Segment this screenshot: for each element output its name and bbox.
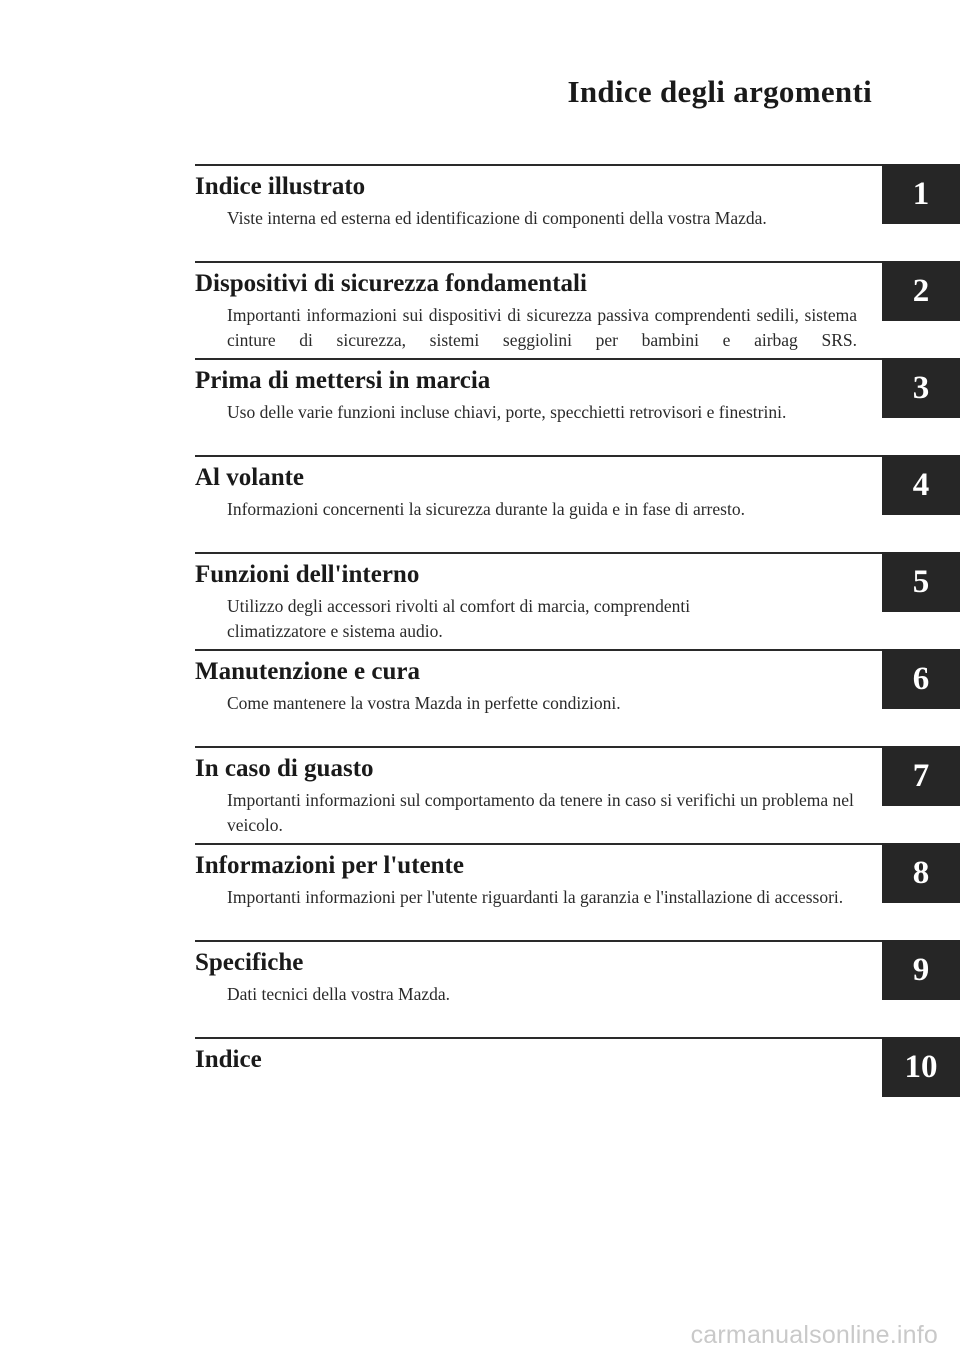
section-heading[interactable]: In caso di guasto <box>195 755 374 782</box>
section-divider <box>195 843 960 845</box>
chapter-tab-10[interactable]: 10 <box>882 1037 960 1097</box>
section-heading[interactable]: Manutenzione e cura <box>195 658 420 685</box>
chapter-tab-3[interactable]: 3 <box>882 358 960 418</box>
watermark: carmanualsonline.info <box>690 1321 938 1349</box>
section-divider <box>195 552 960 554</box>
toc-section-4[interactable] <box>195 455 960 543</box>
toc-section-2[interactable] <box>195 261 960 349</box>
section-heading[interactable]: Indice <box>195 1046 262 1073</box>
section-divider <box>195 746 960 748</box>
section-heading[interactable]: Al volante <box>195 464 305 491</box>
chapter-tab-1[interactable]: 1 <box>882 164 960 224</box>
chapter-tab-2[interactable]: 2 <box>882 261 960 321</box>
page-title: Indice degli argomenti <box>567 74 872 109</box>
toc-section-5[interactable] <box>195 552 960 640</box>
chapter-tab-8[interactable]: 8 <box>882 843 960 903</box>
toc-section-6[interactable] <box>195 649 960 737</box>
section-description: Importanti informazioni sul comportamento da tenere in caso si verifichi un problema nel veicolo. <box>227 790 854 835</box>
chapter-tab-6[interactable]: 6 <box>882 649 960 709</box>
section-heading[interactable]: Informazioni per l'utente <box>195 852 464 879</box>
toc-section-8[interactable] <box>195 843 960 931</box>
section-description: Importanti informazioni per l'utente riguardanti la garanzia e l'installazione di accessori. <box>227 887 844 907</box>
section-heading[interactable]: Funzioni dell'interno <box>195 561 420 588</box>
section-divider <box>195 358 960 360</box>
toc-section-10[interactable] <box>195 1037 960 1125</box>
section-heading[interactable]: Dispositivi di sicurezza fondamentali <box>195 270 587 297</box>
section-description: Utilizzo degli accessori rivolti al comfort di marcia, comprendenti climatizzatore e sistema audio. <box>227 596 691 641</box>
section-heading[interactable]: Prima di mettersi in marcia <box>195 367 491 394</box>
section-divider <box>195 649 960 651</box>
section-divider <box>195 261 960 263</box>
chapter-tab-5[interactable]: 5 <box>882 552 960 612</box>
chapter-tab-4[interactable]: 4 <box>882 455 960 515</box>
section-heading[interactable]: Indice illustrato <box>195 173 366 200</box>
section-description: Informazioni concernenti la sicurezza durante la guida e in fase di arresto. <box>227 499 745 519</box>
toc-section-3[interactable] <box>195 358 960 446</box>
section-description: Uso delle varie funzioni incluse chiavi, porte, specchietti retrovisori e finestrini. <box>227 402 787 422</box>
chapter-tab-9[interactable]: 9 <box>882 940 960 1000</box>
section-heading[interactable]: Specifiche <box>195 949 304 976</box>
toc-section-1[interactable] <box>195 164 960 252</box>
chapter-tab-7[interactable]: 7 <box>882 746 960 806</box>
section-description: Come mantenere la vostra Mazda in perfette condizioni. <box>227 693 621 713</box>
section-description: Viste interna ed esterna ed identificazione di componenti della vostra Mazda. <box>227 208 767 228</box>
section-description: Importanti informazioni sui dispositivi di sicurezza passiva comprendenti sedili, sistema cinture di sicurezza, sistemi seggiolini per bambini e airbag SRS. <box>227 305 857 350</box>
toc-section-7[interactable] <box>195 746 960 834</box>
toc-section-9[interactable] <box>195 940 960 1028</box>
section-divider <box>195 455 960 457</box>
section-description: Dati tecnici della vostra Mazda. <box>227 984 451 1004</box>
section-divider <box>195 1037 960 1039</box>
section-divider <box>195 164 960 166</box>
section-divider <box>195 940 960 942</box>
